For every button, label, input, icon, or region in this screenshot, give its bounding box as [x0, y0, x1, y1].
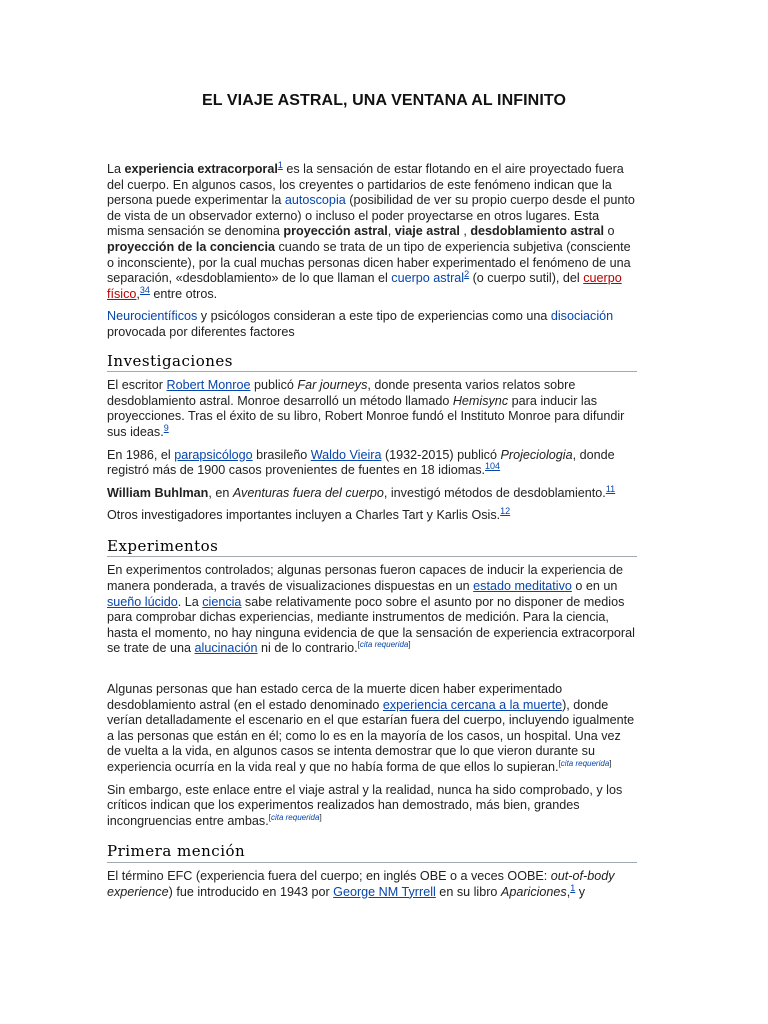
text: ) fue introducido en 1943 por — [168, 884, 334, 899]
italic-title: Far journeys — [297, 378, 368, 393]
italic-term: out-of-body experience — [107, 868, 615, 899]
link-estado-meditativo[interactable]: estado meditativo — [473, 579, 572, 594]
text: en su libro — [435, 884, 501, 899]
link-waldo-vieira[interactable]: Waldo Vieira — [310, 447, 382, 462]
reference-link[interactable]: 9 — [163, 422, 169, 433]
bold-term: proyección de la conciencia — [107, 239, 275, 254]
text: , — [566, 884, 571, 899]
link-disociacion[interactable]: disociación — [550, 309, 614, 324]
reference-link[interactable]: 11 — [605, 483, 616, 494]
text: La — [107, 162, 125, 176]
text: En experimentos controlados; algunas personas fueron capaces de inducir la experiencia de manera ponderada, a través de visualizaciones dispuestas en un — [107, 563, 623, 594]
text: entre otros. — [149, 286, 218, 301]
text: ), donde verían detalladamente el escenario en el que estarían fuera del cuerpo, incluyendo igualmente a las personas que están en él; como lo es en la mayoría de los casos, un hospital. Una vez de vuelta a la vida, en algunos casos se intenta demostrar que lo que vieron durante su experiencia ocurría en la vida real y que no había forma de que ellos lo supieran. — [107, 697, 635, 774]
citation-needed-link[interactable]: [cita requerida] — [357, 640, 411, 650]
section-paragraph — [107, 682, 637, 776]
reference-link[interactable]: 2 — [464, 269, 470, 280]
reference-link[interactable]: 1 — [570, 882, 576, 893]
text: y psicólogos consideran a este tipo de experiencias como una — [197, 309, 551, 324]
text: , en — [208, 485, 233, 500]
text: es la sensación de estar flotando en el aire proyectado fuera del cuerpo. En algunos casos, los creyentes o partidarios de este fenómeno indican que la persona puede experimentar la — [107, 162, 624, 208]
section-paragraph — [107, 508, 637, 524]
text: (o cuerpo sutil), del — [469, 271, 584, 286]
section-paragraph — [107, 563, 637, 657]
text: o — [604, 224, 615, 239]
link-cuerpo-astral[interactable]: cuerpo astral — [391, 271, 465, 286]
reference-link[interactable]: 1 — [277, 160, 283, 170]
text: cuando se trata de un tipo de experiencia subjetiva (consciente o inconsciente), por la cual muchas personas dicen haber experimentado el fenómeno de una separación, «desdoblamiento» de lo que llaman el — [107, 239, 631, 286]
citation-needed-text[interactable]: cita requerida — [560, 759, 610, 768]
text: provocada por diferentes factores — [107, 324, 295, 339]
reference-link[interactable]: 12 — [500, 506, 511, 517]
citation-needed-text[interactable]: cita requerida — [359, 640, 409, 650]
link-alucinacion[interactable]: alucinación — [194, 641, 258, 656]
section-paragraph — [107, 783, 637, 830]
reference-link[interactable]: 34 — [139, 284, 150, 295]
bold-term: experiencia extracorporal — [124, 162, 278, 176]
text: Sin embargo, este enlace entre el viaje astral y la realidad, nunca ha sido comprobado, y los críticos indican que los experimentos realizados han demostrado, más bien, grandes incongruencias entre ambas. — [107, 782, 623, 828]
link-ciencia[interactable]: ciencia — [202, 594, 242, 609]
text: , — [136, 286, 140, 301]
section-paragraph — [107, 448, 637, 479]
text: El término EFC (experiencia fuera del cuerpo; en inglés OBE o a veces OOBE: — [107, 868, 551, 883]
italic-title: Apariciones — [500, 884, 567, 899]
text: o en un — [571, 579, 618, 594]
text: , donde registró más de 1900 casos provenientes de fuentes en 18 idiomas. — [107, 447, 615, 478]
text: En 1986, el — [107, 447, 175, 462]
citation-needed-link[interactable]: [cita requerida] — [268, 812, 322, 822]
text: (1932-2015) publicó — [381, 447, 501, 462]
text: , investigó métodos de desdoblamiento. — [383, 485, 606, 500]
link-cuerpo-fisico[interactable]: cuerpo físico — [107, 271, 622, 301]
citation-needed-text[interactable]: cita requerida — [270, 812, 320, 822]
link-george-tyrrell[interactable]: George NM Tyrrell — [333, 884, 436, 899]
text: ni de lo contrario. — [257, 641, 358, 656]
link-experiencia-cercana[interactable]: experiencia cercana a la muerte — [382, 697, 563, 712]
text: (posibilidad de ver su propio cuerpo desde el punto de vista de un observador externo) o incluso el poder proyectarse en otros lugares. Esta misma sensación se denomina — [107, 193, 635, 239]
link-sueno-lucido[interactable]: sueño lúcido — [107, 594, 178, 609]
section-paragraph — [107, 869, 637, 900]
text: para inducir las proyecciones. Tras el éxito de su libro, Robert Monroe fundó el Instituto Monroe para difundir sus ideas. — [107, 393, 625, 439]
bold-term: viaje astral — [394, 224, 460, 239]
text: , donde presenta varios relatos sobre desdoblamiento astral. Monroe desarrolló un método llamado — [107, 378, 576, 408]
text: Otros investigadores importantes incluyen a Charles Tart y Karlis Osis. — [107, 508, 501, 523]
reference-link[interactable]: 104 — [485, 461, 501, 472]
bold-term: desdoblamiento astral — [470, 224, 604, 239]
text: brasileño — [252, 447, 311, 462]
section-heading-experimentos: Experimentos — [107, 539, 637, 558]
article-body — [107, 162, 637, 907]
text: . La — [177, 594, 203, 609]
text: El escritor — [107, 378, 167, 393]
italic-title: Aventuras fuera del cuerpo — [232, 485, 384, 500]
section-heading-primera-mencion: Primera mención — [107, 844, 637, 863]
text: publicó — [250, 378, 298, 393]
section-heading-investigaciones: Investigaciones — [107, 354, 637, 373]
italic-term: Hemisync — [452, 393, 509, 408]
intro-paragraph — [107, 309, 637, 340]
bold-term: proyección astral — [283, 224, 388, 239]
intro-paragraph — [107, 162, 637, 302]
link-robert-monroe[interactable]: Robert Monroe — [166, 378, 251, 393]
text: y — [575, 884, 586, 899]
link-neurocientificos[interactable]: Neurocientíficos — [107, 309, 198, 324]
link-parapsicologo[interactable]: parapsicólogo — [174, 447, 253, 462]
section-paragraph — [107, 378, 637, 440]
link-autoscopia[interactable]: autoscopia — [284, 193, 346, 208]
text: sabe relativamente poco sobre el asunto por no disponer de medios para comprobar dichas experiencias, mediante instrumentos de medición. Para la ciencia, hasta el momento, no hay ninguna evidencia de que la sensación de experiencia extracorporal se trate de una — [107, 594, 635, 656]
bold-name: William Buhlman — [107, 485, 209, 500]
document-title: EL VIAJE ASTRAL, UNA VENTANA AL INFINITO — [201, 92, 567, 109]
text: Algunas personas que han estado cerca de la muerte dicen haber experimentado desdoblamiento astral (en el estado denominado — [107, 682, 563, 712]
italic-title: Projeciologia — [500, 447, 573, 462]
text: , — [459, 224, 471, 239]
text: , — [387, 224, 395, 239]
section-paragraph — [107, 483, 637, 502]
citation-needed-link[interactable]: [cita requerida] — [558, 759, 612, 768]
